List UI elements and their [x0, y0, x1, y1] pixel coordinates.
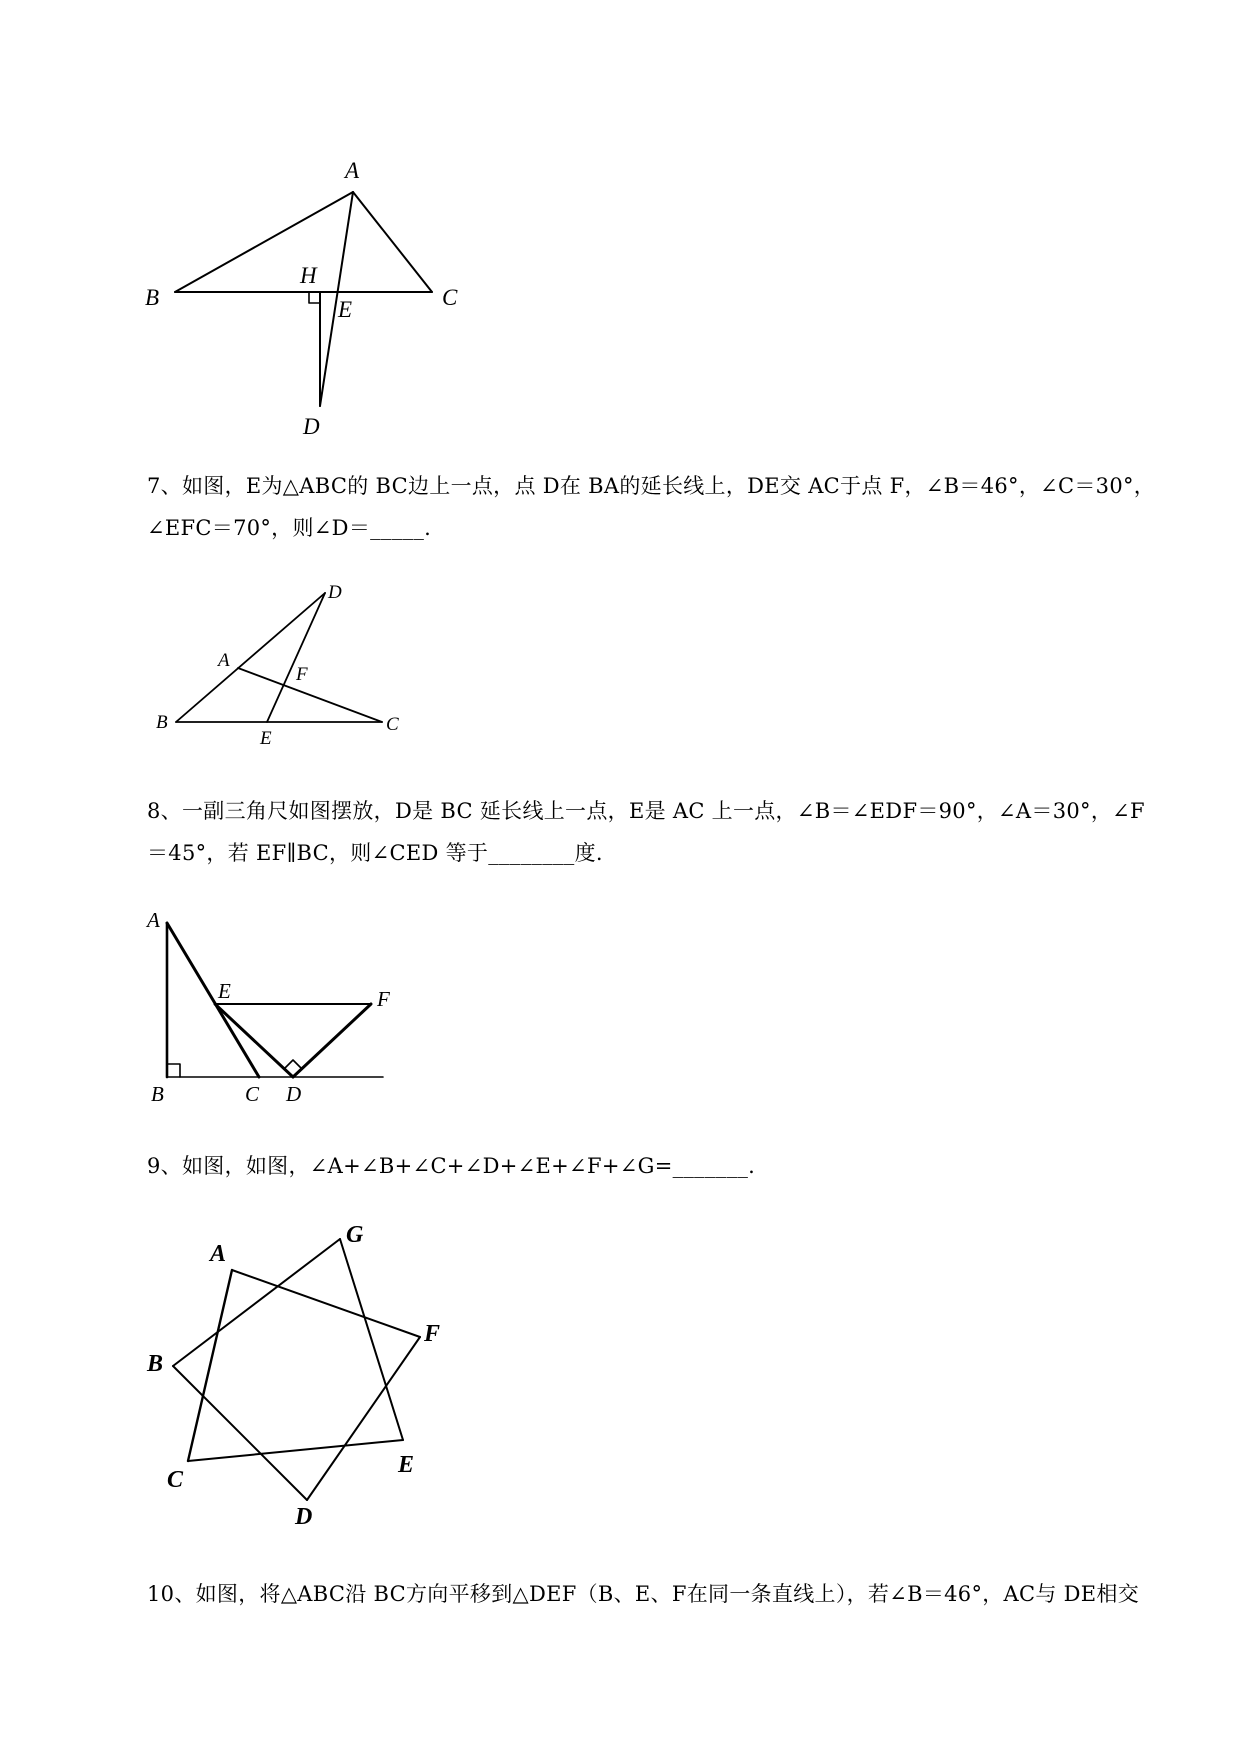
label-f: F	[424, 1321, 441, 1347]
question-7-number: 7、	[147, 474, 182, 498]
question-8	[147, 790, 1157, 874]
label-g: G	[346, 1222, 364, 1248]
label-e: E	[398, 1452, 415, 1478]
label-c: C	[167, 1467, 184, 1493]
label-b: B	[145, 285, 160, 310]
label-c: C	[245, 1082, 260, 1106]
label-c: C	[386, 714, 399, 735]
question-9-text: 如图，如图，∠A+∠B+∠C+∠D+∠E+∠F+∠G=_______.	[181, 1154, 756, 1178]
question-7-text: 如图，E为△ABC的 BC边上一点，点 D在 BA的延长线上，DE交 AC于点 F，∠B＝46°，∠C＝30°，∠EFC＝70°，则∠D＝_____.	[147, 474, 1156, 540]
label-a: A	[210, 1241, 227, 1267]
label-b: B	[147, 1351, 164, 1377]
question-9	[147, 1145, 1157, 1187]
figure-triangle-abc-with-altitude	[140, 150, 470, 440]
label-d: D	[303, 414, 320, 439]
question-7	[147, 465, 1157, 549]
label-c: C	[442, 285, 458, 310]
label-f: F	[377, 987, 390, 1011]
question-10	[147, 1573, 1157, 1615]
label-a: A	[218, 650, 230, 671]
label-a: A	[147, 908, 160, 932]
label-d: D	[286, 1082, 302, 1106]
label-a: A	[345, 158, 360, 183]
figure-8-set-squares	[145, 905, 405, 1105]
label-h: H	[300, 263, 317, 288]
label-d: D	[328, 582, 342, 603]
question-9-number: 9、	[147, 1154, 182, 1178]
label-e: E	[338, 297, 353, 322]
question-8-number: 8、	[147, 799, 182, 823]
label-e: E	[260, 728, 272, 749]
label-b: B	[151, 1082, 164, 1106]
figure-9-star-heptagon	[140, 1222, 450, 1530]
question-10-text: 如图，将△ABC沿 BC方向平移到△DEF（B、E、F在同一条直线上），若∠B＝46°，AC与 DE相交	[195, 1582, 1140, 1606]
label-e: E	[218, 979, 231, 1003]
question-8-text: 一副三角尺如图摆放，D是 BC 延长线上一点，E是 AC 上一点，∠B＝∠EDF＝90°，∠A＝30°，∠F＝45°，若 EF∥BC，则∠CED 等于________度.	[147, 799, 1145, 865]
label-f: F	[296, 664, 308, 685]
question-10-number: 10、	[147, 1582, 196, 1606]
label-b: B	[156, 712, 168, 733]
figure-7-triangle	[150, 580, 420, 750]
label-d: D	[295, 1504, 313, 1530]
